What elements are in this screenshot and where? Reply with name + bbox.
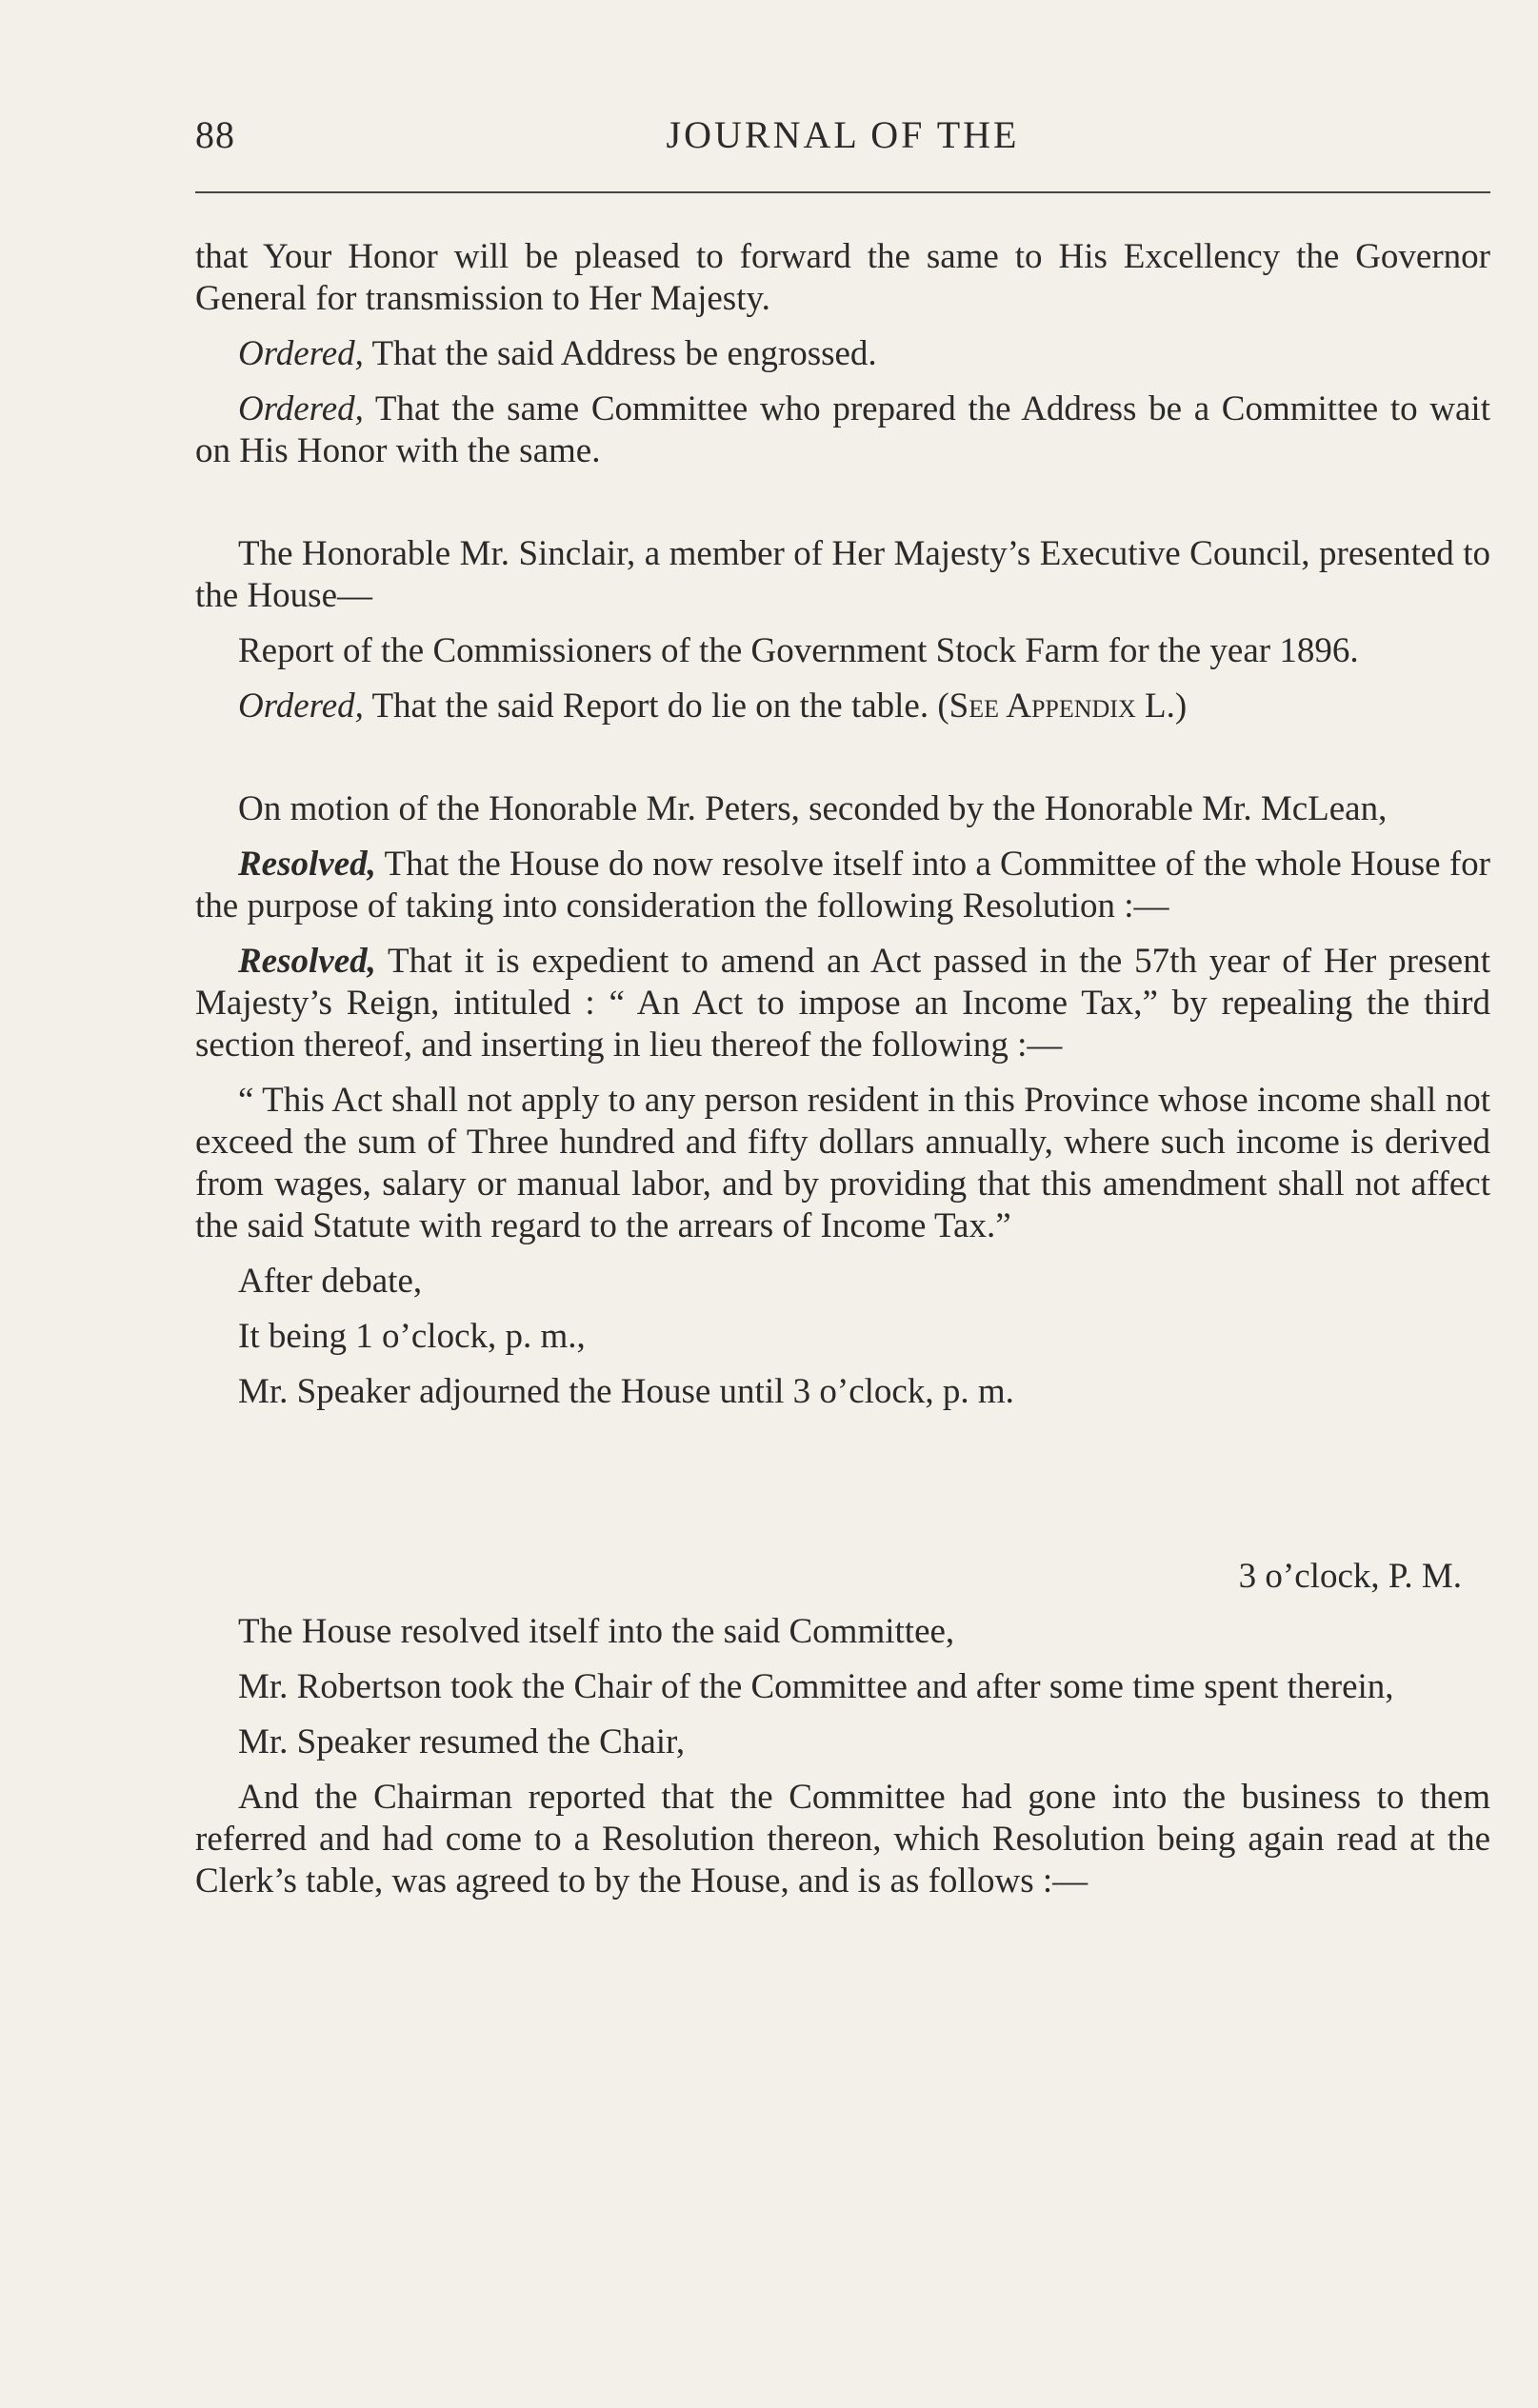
paragraph-resolved-itself (195, 1611, 1490, 1653)
paragraph-speaker-resumed (195, 1721, 1490, 1763)
ordered-lead: Ordered, (238, 389, 364, 428)
paragraph-text: After debate, (238, 1262, 423, 1301)
paragraph-ordered-committee (195, 388, 1490, 472)
session-time: 3 o’clock, P. M. (1238, 1557, 1462, 1596)
page-number: 88 (195, 113, 235, 156)
paragraph-text: And the Chairman reported that the Committee had gone into the business to them referred and had come to a Resolution thereon, which Resolution being again read at the Clerk’s table, was agreed to by the House, and is as follows :— (195, 1778, 1490, 1901)
paragraph-resolved-amend (195, 941, 1490, 1066)
paragraph-text: The House resolved itself into the said Committee, (238, 1612, 955, 1651)
paragraph-text: Mr. Robertson took the Chair of the Committee and after some time spent therein, (238, 1667, 1394, 1706)
paragraph-text: That the same Committee who prepared the Address be a Committee to wait on His Honor with the same. (195, 389, 1490, 470)
resolved-lead: Resolved, (238, 845, 376, 884)
paragraph-sinclair (195, 533, 1490, 617)
session-time-heading (195, 1556, 1462, 1598)
paragraph-ordered-engrossed (195, 333, 1490, 375)
paragraph-report (195, 630, 1490, 672)
paragraph-continuation (195, 236, 1490, 320)
paragraph-chairman-reported (195, 1777, 1490, 1902)
ordered-lead: Ordered, (238, 687, 364, 726)
paragraph-adjourned (195, 1371, 1490, 1413)
paragraph-quoted-section (195, 1080, 1490, 1247)
paragraph-text: That it is expedient to amend an Act passed in the 57th year of Her present Majesty’s Reign, intituled : “ An Act to impose an Income Tax,” by repealing the third section thereof, and inserting in lieu thereof the following :— (195, 942, 1490, 1065)
paragraph-text: Mr. Speaker adjourned the House until 3 o’clock, p. m. (238, 1372, 1014, 1411)
paragraph-ordered-lie (195, 686, 1490, 727)
paragraph-text: On motion of the Honorable Mr. Peters, seconded by the Honorable Mr. McLean, (238, 789, 1388, 828)
paragraph-text: Report of the Commissioners of the Government Stock Farm for the year 1896. (238, 631, 1359, 670)
running-head: JOURNAL OF THE (666, 113, 1020, 156)
paragraph-robertson (195, 1666, 1490, 1708)
paragraph-text: That the said Report do lie on the table. (363, 687, 938, 726)
paragraph-text: that Your Honor will be pleased to forward the same to His Excellency the Governor General for transmission to Her Majesty. (195, 237, 1490, 318)
paragraph-text: That the said Address be engrossed. (363, 334, 877, 373)
paragraph-text: It being 1 o’clock, p. m., (238, 1317, 586, 1356)
paragraph-text: That the House do now resolve itself into a Committee of the whole House for the purpose of taking into consideration the following Resolution :— (195, 845, 1490, 925)
journal-body (195, 236, 1490, 1916)
paragraph-after-debate (195, 1261, 1490, 1303)
paragraph-text: Mr. Speaker resumed the Chair, (238, 1722, 686, 1761)
ordered-lead: Ordered, (238, 334, 364, 373)
paragraph-motion (195, 788, 1490, 830)
paragraph-resolved-committee (195, 844, 1490, 927)
paragraph-text: “ This Act shall not apply to any person resident in this Province whose income shall not exceed the sum of Three hundred and fifty dollars annually, where such income is derived from wages, salary or manual labor, and by providing that this amendment shall not affect the said Statute with regard to the arrears of Income Tax.” (195, 1081, 1490, 1245)
resolved-lead: Resolved, (238, 942, 376, 981)
paragraph-one-oclock (195, 1316, 1490, 1358)
header-rule (195, 191, 1490, 193)
appendix-reference: (See Appendix L.) (937, 687, 1188, 726)
paragraph-text: The Honorable Mr. Sinclair, a member of Her Majesty’s Executive Council, presented to the House— (195, 534, 1490, 615)
page-header (195, 112, 1490, 169)
